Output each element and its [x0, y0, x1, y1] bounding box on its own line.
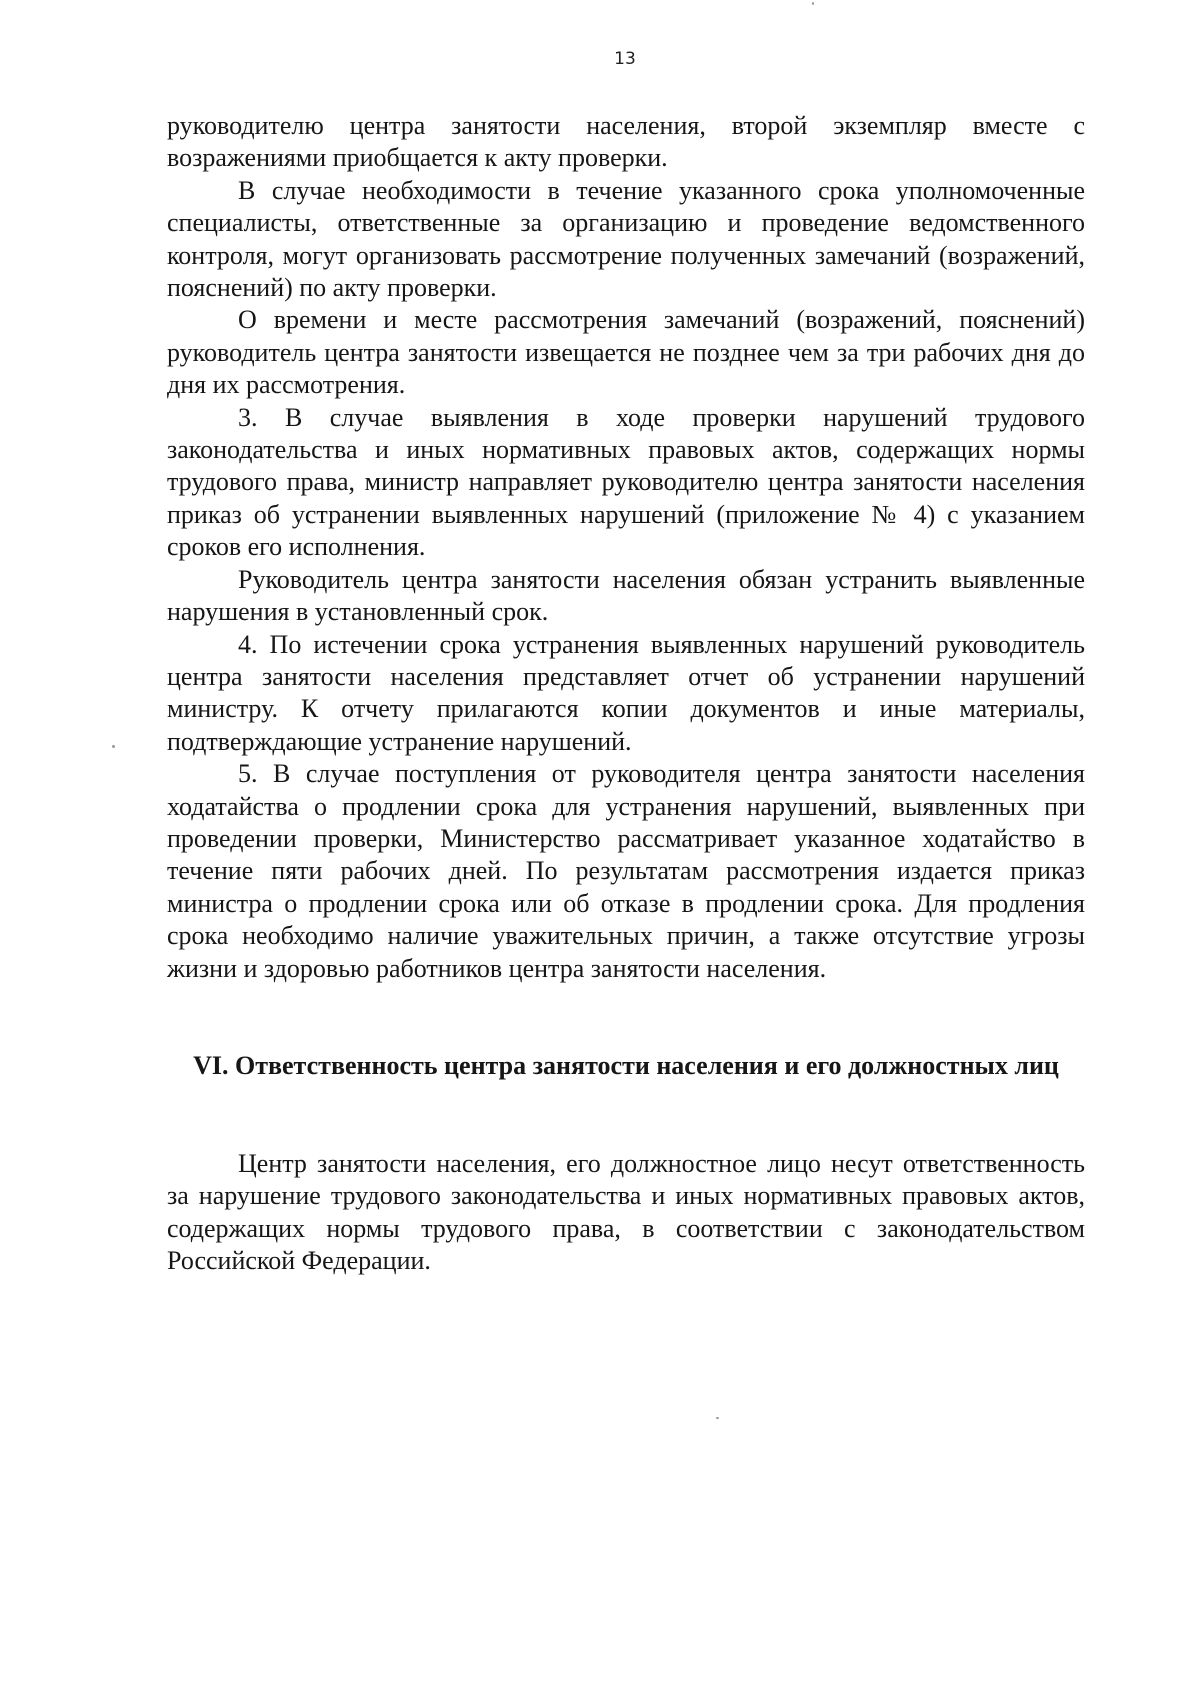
- paragraph-item-3: 3. В случае выявления в ходе проверки нарушений трудового законодательства и иных нормативных правовых актов, содержащих нормы трудового права, министр направляет руководителю центра занятости населения приказ об устранении выявленных нарушений (приложение № 4) с указанием сроков его исполнения.: [167, 402, 1085, 562]
- paragraph-obligation: Руководитель центра занятости населения обязан устранить выявленные нарушения в установленный срок.: [167, 564, 1085, 627]
- document-body: [167, 110, 1085, 985]
- paragraph-notification: О времени и месте рассмотрения замечаний (возражений, пояснений) руководитель центра занятости извещается не позднее чем за три рабочих дня до дня их рассмотрения.: [167, 305, 1085, 400]
- scan-speck: [112, 745, 115, 748]
- scan-speck: [812, 2, 814, 5]
- section-heading: VI. Ответственность центра занятости населения и его должностных лиц: [193, 1051, 1059, 1080]
- paragraph-continuation: руководителю центра занятости населения, второй экземпляр вместе с возражениями приобщается к акту проверки.: [167, 111, 1085, 173]
- section-body: [167, 1148, 1085, 1278]
- scan-speck: [716, 1417, 719, 1419]
- paragraph-item-4: 4. По истечении срока устранения выявленных нарушений руководитель центра занятости населения представляет отчет об устранении нарушений министру. К отчету прилагаются копии документов и иные материалы, подтверждающие устранение нарушений.: [167, 629, 1085, 756]
- paragraph-responsibility: Центр занятости населения, его должностное лицо несут ответственность за нарушение трудового законодательства и иных нормативных правовых актов, содержащих нормы трудового права, в соответствии с законодательством Российской Федерации.: [167, 1149, 1085, 1276]
- page-number: 13: [614, 49, 636, 69]
- paragraph-item-5: 5. В случае поступления от руководителя центра занятости населения ходатайства о продлении срока для устранения нарушений, выявленных при проведении проверки, Министерство рассматривает указанное ходатайство в течение пяти рабочих дней. По результатам рассмотрения издается приказ министра о продлении срока или об отказе в продлении срока. Для продления срока необходимо наличие уважительных причин, а также отсутствие угрозы жизни и здоровью работников центра занятости населения.: [167, 759, 1085, 983]
- paragraph-review-objections: В случае необходимости в течение указанного срока уполномоченные специалисты, ответственные за организацию и проведение ведомственного контроля, могут организовать рассмотрение полученных замечаний (возражений, пояснений) по акту проверки.: [167, 175, 1085, 303]
